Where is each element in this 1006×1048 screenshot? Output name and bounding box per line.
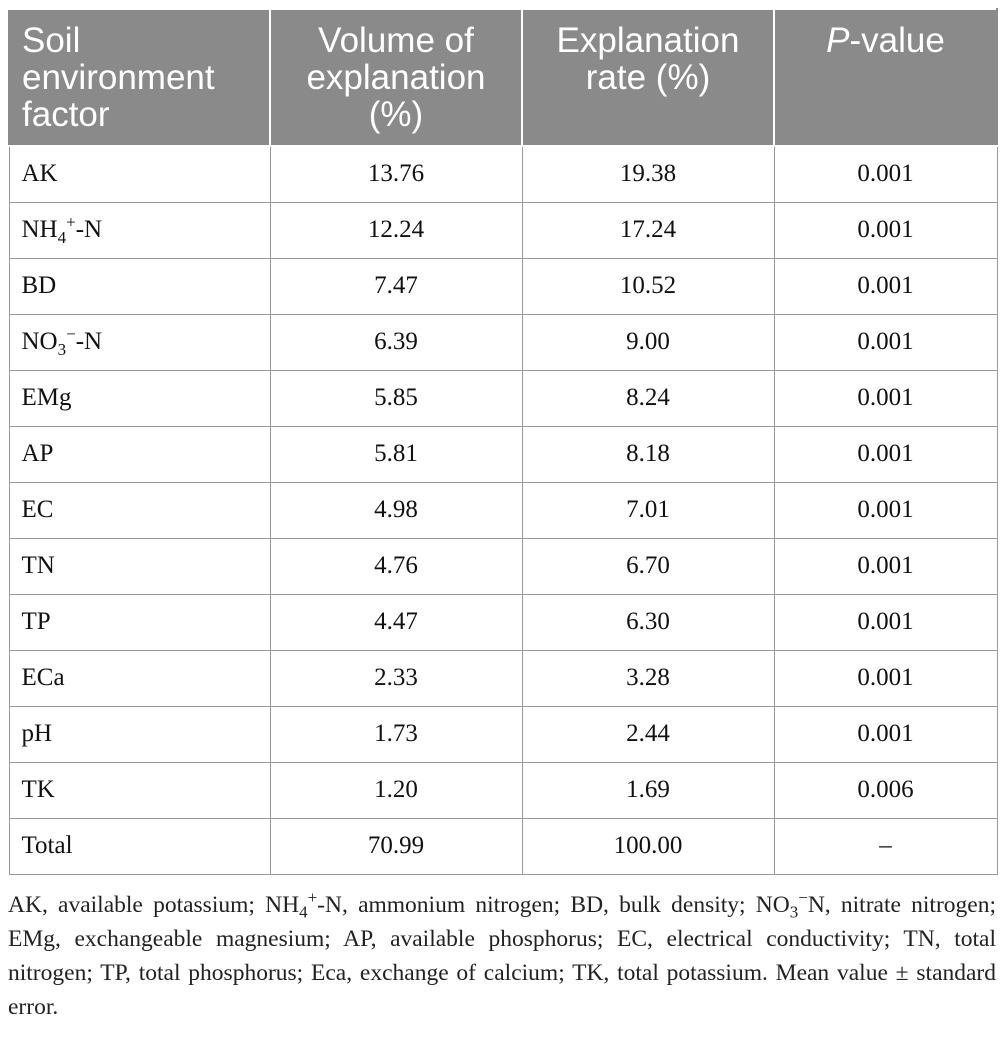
cell-p-value: 0.006 (774, 762, 997, 818)
table-row (9, 650, 997, 706)
table-row (9, 314, 997, 370)
cell-p-value: 0.001 (774, 426, 997, 482)
table-header (9, 9, 997, 146)
cell-soil-factor: TP (9, 594, 270, 650)
cell-volume-of-explanation: 4.76 (270, 538, 522, 594)
cell-volume-of-explanation: 2.33 (270, 650, 522, 706)
cell-volume-of-explanation: 1.20 (270, 762, 522, 818)
table-row (9, 538, 997, 594)
cell-p-value: 0.001 (774, 258, 997, 314)
cell-volume-of-explanation: 7.47 (270, 258, 522, 314)
cell-volume-of-explanation: 6.39 (270, 314, 522, 370)
cell-soil-factor: EC (9, 482, 270, 538)
cell-volume-of-explanation: 4.47 (270, 594, 522, 650)
cell-explanation-rate: 8.24 (522, 370, 774, 426)
cell-explanation-rate: 19.38 (522, 146, 774, 202)
cell-soil-factor: pH (9, 706, 270, 762)
cell-soil-factor: $NH_4^+-N$ (9, 202, 270, 258)
cell-volume-of-explanation: 4.98 (270, 482, 522, 538)
cell-volume-of-explanation: 1.73 (270, 706, 522, 762)
cell-volume-of-explanation: 5.85 (270, 370, 522, 426)
cell-soil-factor: ECa (9, 650, 270, 706)
cell-explanation-rate: 10.52 (522, 258, 774, 314)
cell-soil-factor: Total (9, 818, 270, 874)
cell-soil-factor: TN (9, 538, 270, 594)
cell-explanation-rate: 17.24 (522, 202, 774, 258)
header-p-value (774, 9, 997, 146)
table-body (9, 146, 997, 874)
cell-soil-factor: TK (9, 762, 270, 818)
cell-p-value: 0.001 (774, 146, 997, 202)
data-table (8, 8, 998, 875)
header-row (9, 9, 997, 146)
cell-p-value: – (774, 818, 997, 874)
cell-soil-factor: EMg (9, 370, 270, 426)
table-row (9, 426, 997, 482)
cell-p-value: 0.001 (774, 650, 997, 706)
table-row (9, 482, 997, 538)
cell-p-value: 0.001 (774, 594, 997, 650)
p-italic-letter: P (826, 21, 850, 60)
cell-volume-of-explanation: 5.81 (270, 426, 522, 482)
header-volume-of-explanation: Volume of explanation (%) (270, 9, 522, 146)
cell-soil-factor: BD (9, 258, 270, 314)
p-value-suffix: -value (849, 21, 945, 60)
table-row (9, 706, 997, 762)
table-row (9, 818, 997, 874)
cell-volume-of-explanation: 12.24 (270, 202, 522, 258)
cell-explanation-rate: 6.30 (522, 594, 774, 650)
header-explanation-rate: Explanation rate (%) (522, 9, 774, 146)
cell-p-value: 0.001 (774, 202, 997, 258)
header-soil-environment-factor: Soil environment factor (9, 9, 270, 146)
cell-explanation-rate: 100.00 (522, 818, 774, 874)
cell-p-value: 0.001 (774, 314, 997, 370)
cell-volume-of-explanation: 13.76 (270, 146, 522, 202)
cell-explanation-rate: 1.69 (522, 762, 774, 818)
table-footnote: AK, available potassium; $NH_4^+-N$, ammonium nitrogen; BD, bulk density; $NO_3^-N$, nitrate nitrogen; EMg, exchangeable magnesium; AP, available phosphorus; EC, electrical conductivity; TN, total nitrogen; TP, total phosphorus; Eca, exchange of calcium; TK, total potassium. Mean value ± standard error. (8, 887, 996, 1020)
cell-explanation-rate: 2.44 (522, 706, 774, 762)
cell-soil-factor: $NO_3^--N$ (9, 314, 270, 370)
cell-p-value: 0.001 (774, 370, 997, 426)
cell-p-value: 0.001 (774, 538, 997, 594)
table-row (9, 594, 997, 650)
cell-explanation-rate: 7.01 (522, 482, 774, 538)
cell-soil-factor: AP (9, 426, 270, 482)
table-row (9, 370, 997, 426)
cell-soil-factor: AK (9, 146, 270, 202)
cell-p-value: 0.001 (774, 482, 997, 538)
table-row (9, 202, 997, 258)
table-container (8, 8, 996, 1024)
table-row (9, 762, 997, 818)
table-row (9, 146, 997, 202)
cell-p-value: 0.001 (774, 706, 997, 762)
cell-explanation-rate: 6.70 (522, 538, 774, 594)
cell-explanation-rate: 8.18 (522, 426, 774, 482)
table-row (9, 258, 997, 314)
cell-explanation-rate: 9.00 (522, 314, 774, 370)
cell-explanation-rate: 3.28 (522, 650, 774, 706)
cell-volume-of-explanation: 70.99 (270, 818, 522, 874)
